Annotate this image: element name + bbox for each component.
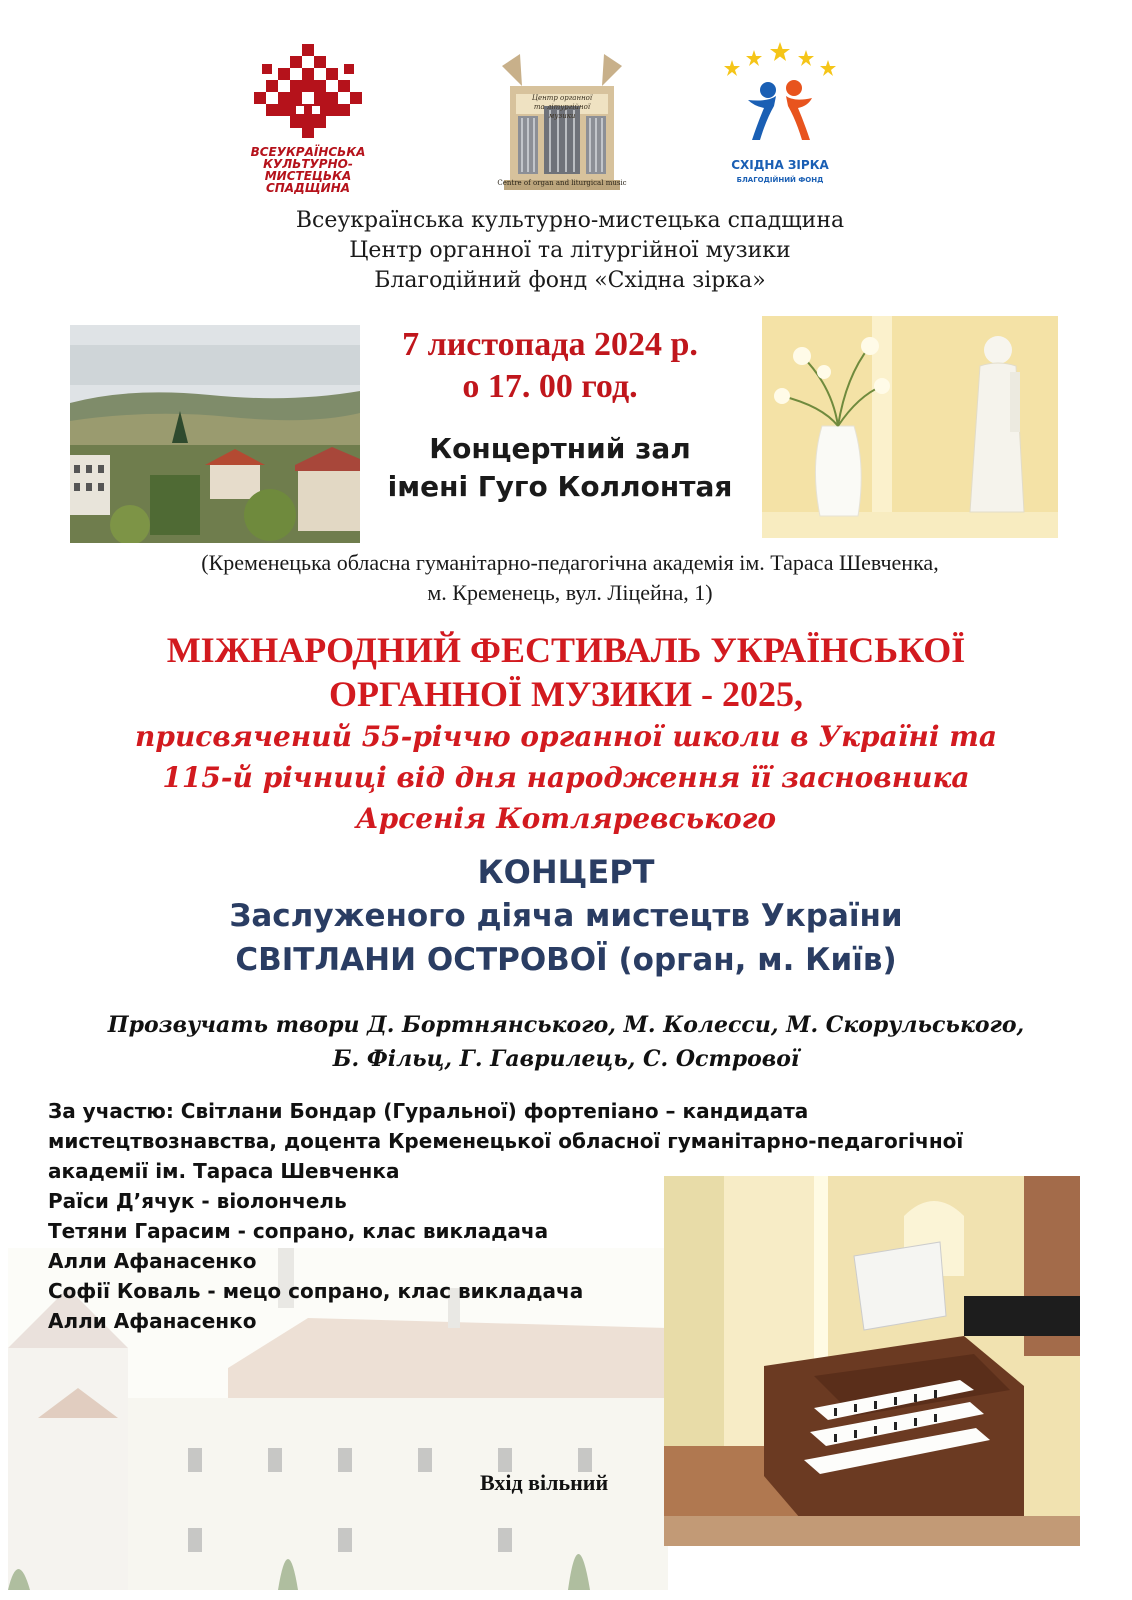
hall-line: Концертний зал — [429, 432, 691, 465]
heritage-logo-text — [232, 146, 384, 194]
heritage-text-line: СПАДЩИНА — [265, 181, 351, 195]
works-line: Б. Фільц, Г. Гаврилець, С. Острової — [332, 1046, 800, 1072]
organizer-line: Всеукраїнська культурно-мистецька спадщина — [295, 208, 845, 233]
festival-title — [60, 628, 1072, 716]
festival-dedication — [60, 716, 1072, 839]
organ-logo-english: Centre of organ and liturgical music — [497, 179, 627, 187]
heritage-text-line: ВСЕУКРАЇНСЬКА — [250, 145, 366, 159]
hall-line: імені Гуго Коллонтая — [387, 470, 733, 503]
performer-line: СВІТЛАНИ ОСТРОВОЇ (орган, м. Київ) — [235, 942, 897, 978]
date-time-block — [340, 324, 760, 408]
participant-line: За участю: Світлани Бондар (Гуральної) фортепіано – кандидата — [48, 1099, 809, 1123]
organ-logo-caption-line: та літургійної музики — [533, 103, 591, 120]
heritage-text-line: КУЛЬТУРНО- — [263, 157, 353, 171]
ornament-icon — [232, 42, 384, 138]
dedication-line: Арсенія Котляревського — [355, 802, 777, 835]
program-works — [60, 1008, 1072, 1076]
heritage-text-line: МИСТЕЦЬКА — [264, 169, 352, 183]
participant-line: мистецтвознавства, доцента Кременецької обласної гуманітарно-педагогічної — [48, 1129, 964, 1153]
heritage-logo — [232, 42, 384, 195]
performer — [60, 894, 1072, 982]
organizer-line: Благодійний фонд «Східна зірка» — [374, 268, 766, 293]
participant-line: Раїси Д’ячук - віолончель — [48, 1189, 347, 1213]
concert-heading: КОНЦЕРТ — [477, 853, 655, 891]
concert-hall — [360, 430, 760, 506]
address — [100, 548, 1040, 608]
free-entry-note: Вхід вільний — [480, 1470, 609, 1495]
participants-list — [48, 1096, 1068, 1336]
participant-line: Софії Коваль - мецо сопрано, клас викладача — [48, 1279, 584, 1303]
event-time: о 17. 00 год. — [462, 368, 638, 405]
performer-line: Заслуженого діяча мистецтв України — [229, 898, 903, 934]
organizer-line: Центр органної та літургійної музики — [349, 238, 791, 263]
organ-logo-caption — [526, 94, 598, 121]
organ-logo-caption-line: Центр органної — [531, 94, 593, 102]
town-photo — [70, 325, 360, 543]
event-date: 7 листопада 2024 р. — [402, 326, 698, 363]
organ-center-logo — [482, 46, 642, 194]
organizers-list — [200, 206, 940, 296]
star-foundation-sub: БЛАГОДІЙНИЙ ФОНД — [736, 176, 824, 184]
participant-line: академії ім. Тараса Шевченка — [48, 1159, 400, 1183]
address-line: (Кременецька обласна гуманітарно-педагогічна академія ім. Тараса Шевченка, — [201, 550, 939, 575]
participant-line: Тетяни Гарасим - сопрано, клас викладача — [48, 1219, 549, 1243]
festival-title-line: ОРГАННОЇ МУЗИКИ - 2025, — [328, 674, 803, 714]
works-line: Прозвучать твори Д. Бортнянського, М. Колесси, М. Скорульського, — [107, 1012, 1025, 1038]
star-foundation-logo — [720, 40, 840, 190]
dedication-line: 115-й річниці від дня народження її засновника — [162, 761, 970, 794]
star-foundation-name: СХІДНА ЗІРКА — [731, 158, 829, 172]
address-line: м. Кременець, вул. Ліцейна, 1) — [427, 580, 713, 605]
stars-people-icon — [720, 40, 840, 150]
interior-statue-photo — [762, 316, 1058, 538]
dedication-line: присвячений 55-річчю органної школи в Україні та — [135, 720, 997, 753]
participant-line: Алли Афанасенко — [48, 1309, 257, 1333]
festival-title-line: МІЖНАРОДНИЙ ФЕСТИВАЛЬ УКРАЇНСЬКОЇ — [166, 630, 966, 670]
participant-line: Алли Афанасенко — [48, 1249, 257, 1273]
